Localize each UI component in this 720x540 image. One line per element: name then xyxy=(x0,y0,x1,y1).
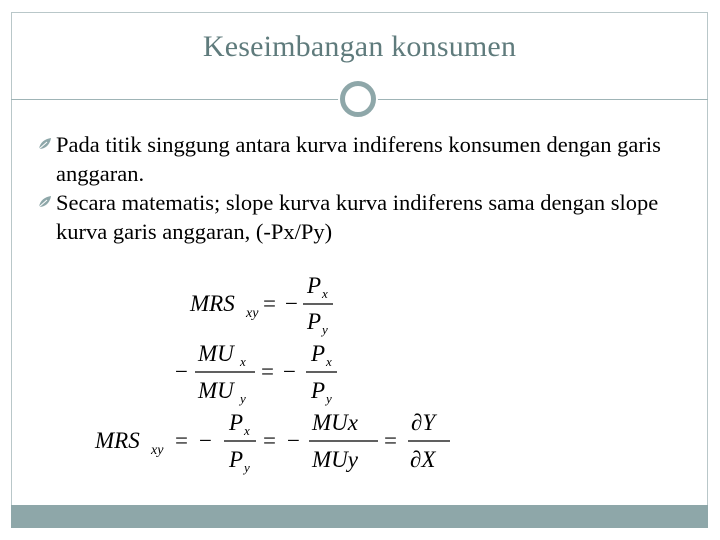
eq3-equals-2: = xyxy=(263,428,276,453)
eq3-f1-num: P xyxy=(229,410,244,435)
eq3-f1-den: P xyxy=(229,447,244,472)
eq3-f1-den-sub: y xyxy=(244,460,250,475)
eq2-num1-sub: x xyxy=(240,354,246,369)
eq3-minus-1: − xyxy=(199,428,212,453)
eq1-minus: − xyxy=(285,291,298,316)
eq2-num2-sub: x xyxy=(326,354,332,369)
equation-2 xyxy=(175,341,337,406)
eq3-lhs-sub: xy xyxy=(151,443,164,458)
slide-title: Keseimbangan konsumen xyxy=(202,30,517,63)
bullet-text: Pada titik singgung antara kurva indiferens konsumen dengan garis anggaran. xyxy=(56,132,661,186)
eq3-equals-1: = xyxy=(175,428,188,453)
eq2-num2: P xyxy=(311,341,326,366)
eq1-den-sub: y xyxy=(322,322,328,337)
eq2-den1: MU xyxy=(198,378,234,403)
equation-3 xyxy=(94,410,450,475)
eq1-num: P xyxy=(307,273,322,298)
eq2-den1-sub: y xyxy=(240,391,246,406)
bullet-text: Secara matematis; slope kurva kurva indiferens sama dengan slope kurva garis anggaran, (-Px/Py) xyxy=(56,190,659,244)
eq3-f1-num-sub: x xyxy=(244,423,250,438)
eq2-den2-sub: y xyxy=(326,391,332,406)
eq3-f2-den: MUy xyxy=(312,447,358,472)
eq2-minus-2: − xyxy=(283,359,296,384)
eq1-lhs-sub: xy xyxy=(246,306,259,321)
eq3-f3-den: ∂X xyxy=(410,447,436,472)
eq1-den: P xyxy=(307,309,322,334)
eq2-num1: MU xyxy=(198,341,234,366)
eq2-minus-1: − xyxy=(175,359,188,384)
eq3-lhs: MRS xyxy=(95,428,140,453)
eq1-equals: = xyxy=(263,291,276,316)
equation-1 xyxy=(189,273,333,337)
eq3-equals-3: = xyxy=(384,428,397,453)
bottom-bar xyxy=(11,505,708,528)
eq3-minus-2: − xyxy=(287,428,300,453)
eq1-lhs: MRS xyxy=(190,291,235,316)
eq1-num-sub: x xyxy=(322,286,328,301)
eq2-den2: P xyxy=(311,378,326,403)
eq3-f2-num: MUx xyxy=(312,410,358,435)
eq2-equals: = xyxy=(261,359,274,384)
eq3-f3-num: ∂Y xyxy=(411,410,436,435)
